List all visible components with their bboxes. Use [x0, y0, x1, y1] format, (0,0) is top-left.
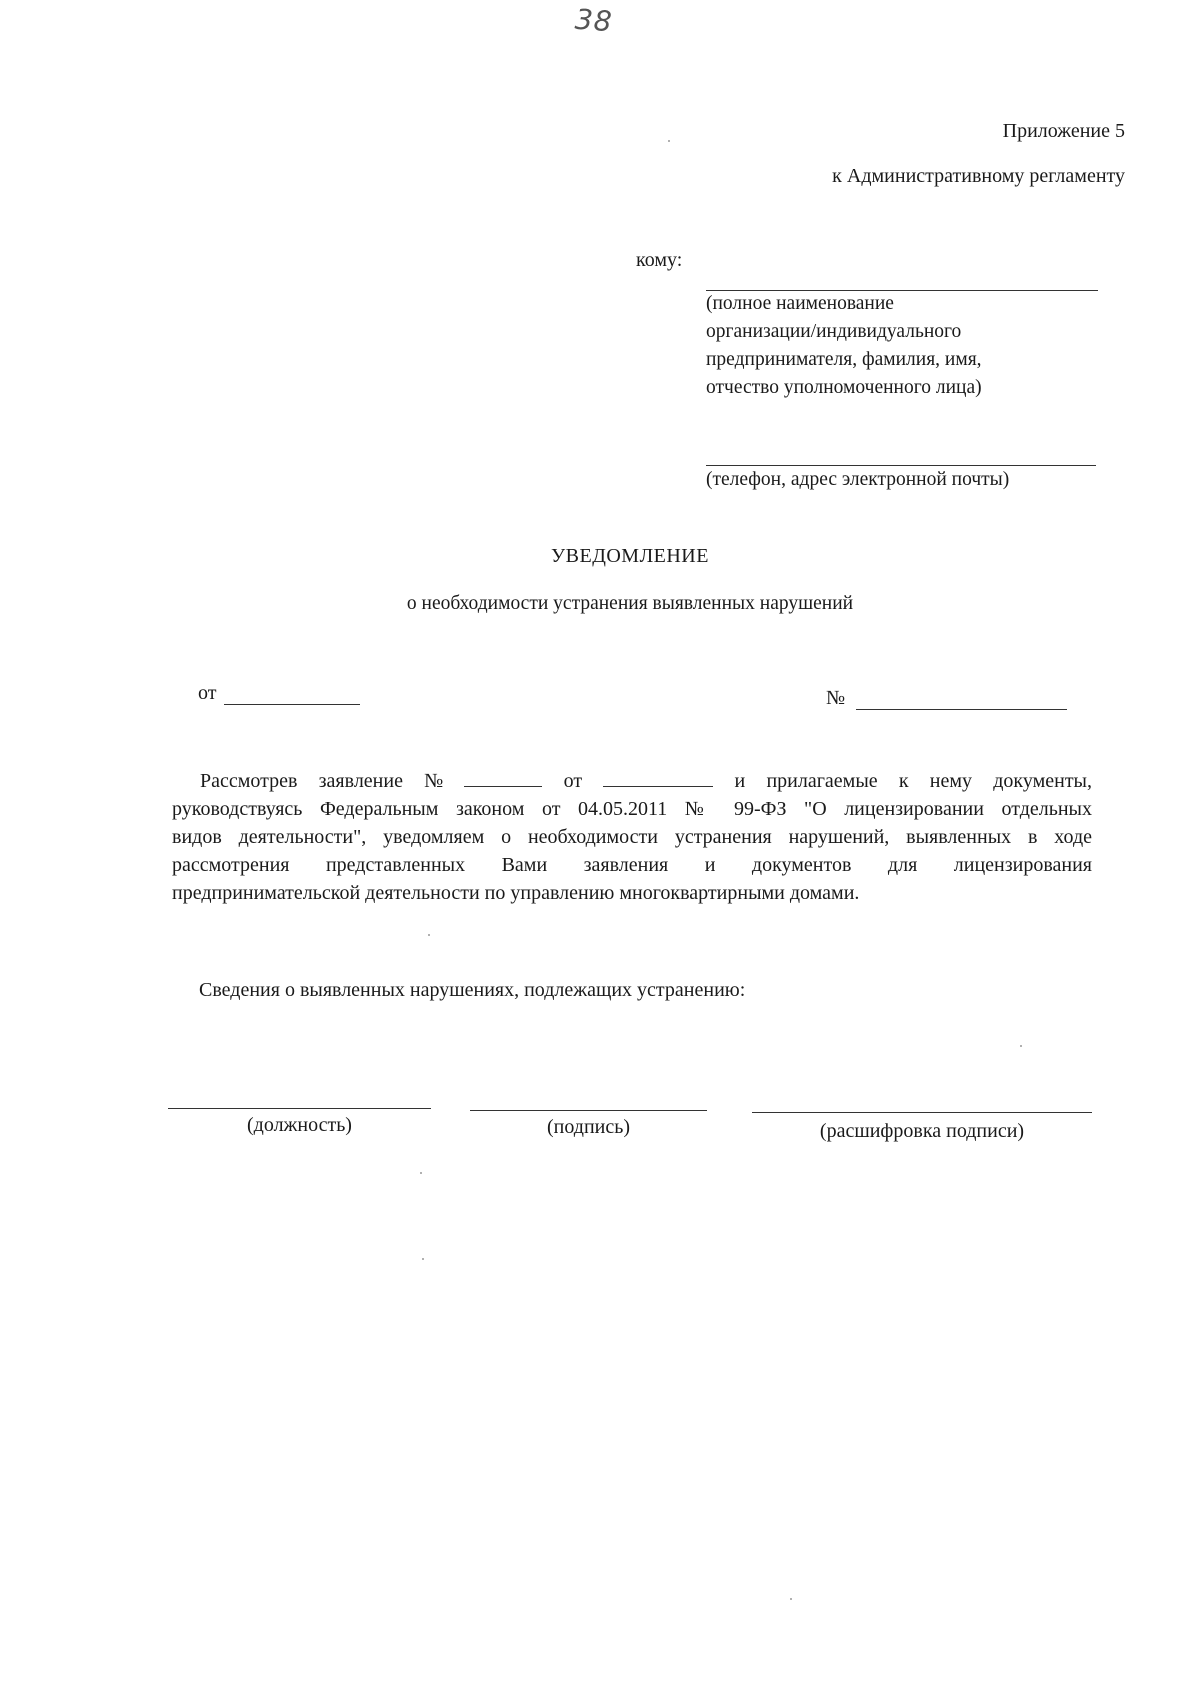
handwritten-page-number: 38 [573, 2, 614, 39]
signature-line [470, 1110, 707, 1111]
name-line [752, 1112, 1092, 1113]
body-line-5: предпринимательской деятельности по управлению многоквартирными домами. [172, 882, 860, 904]
document-subtitle: о необходимости устранения выявленных нарушений [406, 593, 854, 614]
body-word: № [424, 770, 444, 792]
scan-speck [422, 1258, 424, 1260]
recipient-contact-note: (телефон, адрес электронной почты) [706, 469, 1010, 490]
position-line [168, 1108, 431, 1109]
recipient-note-line: организации/индивидуального [706, 321, 962, 342]
scan-speck [420, 1172, 422, 1174]
position-caption: (должность) [247, 1114, 352, 1136]
recipient-contact-line [706, 465, 1096, 466]
signature-caption: (подпись) [546, 1116, 631, 1138]
recipient-note-line: (полное наименование [706, 293, 894, 314]
body-word: от [563, 770, 583, 792]
scan-speck [790, 1598, 792, 1600]
number-label: № [826, 687, 846, 709]
application-date-blank [603, 768, 713, 787]
body-line-1 [172, 767, 1092, 795]
scan-speck [428, 934, 430, 936]
appendix-label: Приложение 5 [1002, 120, 1125, 142]
date-blank-line [224, 704, 360, 705]
body-word: документы, [993, 770, 1092, 792]
body-word: нему [929, 770, 973, 792]
violations-label: Сведения о выявленных нарушениях, подлежащих устранению: [199, 979, 746, 1001]
scan-speck [668, 140, 670, 142]
body-paragraph [172, 767, 1092, 907]
date-label: от [198, 682, 217, 704]
body-word: прилагаемые [766, 770, 878, 792]
body-line-4: рассмотрения представленных Вами заявления и документов для лицензирования [172, 854, 1092, 876]
recipient-name-note [706, 290, 982, 402]
body-line-2: руководствуясь Федеральным законом от 04.05.2011 № 99-ФЗ "О лицензировании отдельных [172, 798, 1092, 820]
body-word: заявление [318, 770, 403, 792]
application-number-blank [464, 768, 542, 787]
number-blank-line [856, 709, 1067, 710]
recipient-label: кому: [636, 249, 683, 271]
body-word: и [734, 770, 746, 792]
name-caption: (расшифровка подписи) [819, 1120, 1025, 1142]
scan-speck [1020, 1045, 1022, 1047]
recipient-note-line: отчество уполномоченного лица) [706, 377, 982, 398]
body-line-3: видов деятельности", уведомляем о необходимости устранения нарушений, выявленных в ходе [172, 826, 1092, 848]
body-word: Рассмотрев [200, 770, 298, 792]
regulation-label: к Административному регламенту [832, 165, 1125, 187]
document-title: УВЕДОМЛЕНИЕ [551, 545, 709, 567]
recipient-note-line: предпринимателя, фамилия, имя, [706, 349, 982, 370]
body-word: к [898, 770, 909, 792]
